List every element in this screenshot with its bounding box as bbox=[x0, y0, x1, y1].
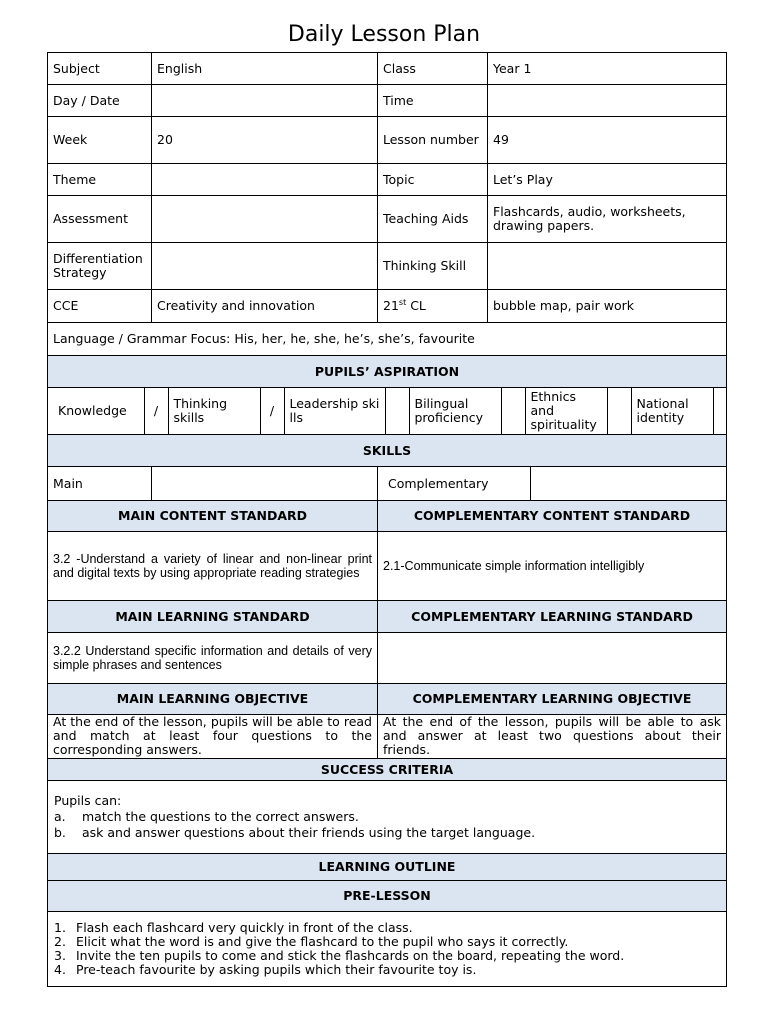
row-aspiration bbox=[48, 388, 727, 435]
success-text: ask and answer questions about their friends using the target language. bbox=[82, 825, 536, 840]
pre-lesson-steps[interactable] bbox=[48, 912, 727, 987]
cl-label-sup: st bbox=[398, 297, 407, 307]
aspiration-national-mark[interactable] bbox=[713, 388, 727, 434]
row-content-standard-header bbox=[48, 501, 727, 532]
aspiration-table bbox=[53, 388, 727, 434]
skills-main-label: Main bbox=[48, 467, 152, 501]
row-learning-objective bbox=[48, 715, 727, 759]
main-learning-objective-header: MAIN LEARNING OBJECTIVE bbox=[48, 684, 378, 715]
grammar-focus[interactable]: Language / Grammar Focus: His, her, he, she, he’s, she’s, favourite bbox=[48, 323, 727, 356]
list-text: Invite the ten pupils to come and stick the flashcards on the board, repeating the word. bbox=[76, 948, 625, 963]
cl-label-rest: CL bbox=[406, 298, 426, 313]
row-pre-lesson-header bbox=[48, 881, 727, 912]
list-item bbox=[54, 963, 721, 977]
cl-value[interactable]: bubble map, pair work bbox=[488, 290, 727, 323]
row-skills-header bbox=[48, 435, 727, 467]
time-value[interactable] bbox=[488, 85, 727, 117]
pre-lesson-header: PRE-LESSON bbox=[48, 881, 727, 912]
cce-label: CCE bbox=[48, 290, 152, 323]
aspiration-cell bbox=[48, 388, 727, 435]
assessment-value[interactable] bbox=[152, 196, 378, 243]
row-success bbox=[48, 781, 727, 854]
row-grammar bbox=[48, 323, 727, 356]
skills-comp-label: Complementary bbox=[383, 467, 530, 500]
comp-learning-standard-header: COMPLEMENTARY LEARNING STANDARD bbox=[378, 601, 727, 633]
pre-lesson-list bbox=[54, 921, 721, 977]
success-intro: Pupils can: bbox=[54, 793, 122, 808]
subject-label: Subject bbox=[48, 53, 152, 85]
row-cce bbox=[48, 290, 727, 323]
list-marker: 1. bbox=[54, 920, 66, 935]
success-marker: b. bbox=[54, 825, 66, 840]
aspiration-bilingual-mark[interactable] bbox=[501, 388, 525, 434]
aids-label: Teaching Aids bbox=[378, 196, 488, 243]
row-day bbox=[48, 85, 727, 117]
aspiration-knowledge-mark[interactable]: / bbox=[144, 388, 168, 434]
row-learning-objective-header bbox=[48, 684, 727, 715]
success-item bbox=[54, 825, 721, 841]
row-differentiation bbox=[48, 243, 727, 290]
success-criteria-header: SUCCESS CRITERIA bbox=[48, 759, 727, 781]
aspiration-knowledge: Knowledge bbox=[53, 388, 144, 434]
main-learning-standard-header: MAIN LEARNING STANDARD bbox=[48, 601, 378, 633]
main-content-standard[interactable]: 3.2 -Understand a variety of linear and non-linear print and digital texts by using appropriate reading strategies bbox=[48, 532, 378, 601]
row-success-header bbox=[48, 759, 727, 781]
comp-content-standard[interactable]: 2.1-Communicate simple information intelligibly bbox=[378, 532, 727, 601]
list-item bbox=[54, 935, 721, 949]
learning-outline-header: LEARNING OUTLINE bbox=[48, 854, 727, 881]
list-item bbox=[54, 949, 721, 963]
subject-value[interactable]: English bbox=[152, 53, 378, 85]
topic-label: Topic bbox=[378, 164, 488, 196]
aspiration-header: PUPILS’ ASPIRATION bbox=[48, 356, 727, 388]
aspiration-leadership: Leadership skills bbox=[284, 388, 385, 434]
comp-learning-objective-header: COMPLEMENTARY LEARNING OBJECTIVE bbox=[378, 684, 727, 715]
row-outline-header bbox=[48, 854, 727, 881]
row-learning-standard-header bbox=[48, 601, 727, 633]
lesson-label: Lesson number bbox=[378, 117, 488, 164]
skills-comp-cell bbox=[378, 467, 727, 501]
list-marker: 4. bbox=[54, 962, 66, 977]
cce-value[interactable]: Creativity and innovation bbox=[152, 290, 378, 323]
list-text: Elicit what the word is and give the flashcard to the pupil who says it correctly. bbox=[76, 934, 569, 949]
cl-label-base: 21 bbox=[383, 298, 399, 313]
success-marker: a. bbox=[54, 809, 66, 824]
page-title: Daily Lesson Plan bbox=[287, 22, 481, 47]
success-item bbox=[54, 809, 721, 825]
main-learning-objective[interactable]: At the end of the lesson, pupils will be able to read and match at least four questions to the corresponding answers. bbox=[48, 715, 378, 759]
aids-value[interactable]: Flashcards, audio, worksheets, drawing papers. bbox=[488, 196, 727, 243]
skills-comp-value[interactable] bbox=[530, 467, 721, 500]
aspiration-thinking: Thinking skills bbox=[168, 388, 260, 434]
theme-label: Theme bbox=[48, 164, 152, 196]
skills-header: SKILLS bbox=[48, 435, 727, 467]
comp-learning-objective[interactable]: At the end of the lesson, pupils will be able to ask and answer at least two questions about their friends. bbox=[378, 715, 727, 759]
row-pre-lesson bbox=[48, 912, 727, 987]
aspiration-thinking-mark[interactable]: / bbox=[260, 388, 284, 434]
skills-main-value[interactable] bbox=[152, 467, 378, 501]
cl-label bbox=[378, 290, 488, 323]
row-theme bbox=[48, 164, 727, 196]
success-text: match the questions to the correct answers. bbox=[82, 809, 359, 824]
differentiation-label: Differentiation Strategy bbox=[48, 243, 152, 290]
day-label: Day / Date bbox=[48, 85, 152, 117]
success-criteria[interactable] bbox=[48, 781, 727, 854]
thinking-skill-value[interactable] bbox=[488, 243, 727, 290]
class-value[interactable]: Year 1 bbox=[488, 53, 727, 85]
aspiration-ethnics: Ethnics and spirituality bbox=[525, 388, 607, 434]
comp-content-standard-header: COMPLEMENTARY CONTENT STANDARD bbox=[378, 501, 727, 532]
list-text: Pre-teach favourite by asking pupils which their favourite toy is. bbox=[76, 962, 477, 977]
time-label: Time bbox=[378, 85, 488, 117]
row-subject bbox=[48, 53, 727, 85]
differentiation-value[interactable] bbox=[152, 243, 378, 290]
lesson-plan-table bbox=[47, 52, 727, 987]
row-week bbox=[48, 117, 727, 164]
assessment-label: Assessment bbox=[48, 196, 152, 243]
day-value[interactable] bbox=[152, 85, 378, 117]
list-marker: 2. bbox=[54, 934, 66, 949]
theme-value[interactable] bbox=[152, 164, 378, 196]
class-label: Class bbox=[378, 53, 488, 85]
list-item bbox=[54, 921, 721, 935]
aspiration-bilingual: Bilingual proficiency bbox=[409, 388, 501, 434]
thinking-skill-label: Thinking Skill bbox=[378, 243, 488, 290]
main-content-standard-header: MAIN CONTENT STANDARD bbox=[48, 501, 378, 532]
aspiration-ethnics-mark[interactable] bbox=[607, 388, 631, 434]
week-value[interactable]: 20 bbox=[152, 117, 378, 164]
row-skills bbox=[48, 467, 727, 501]
list-text: Flash each flashcard very quickly in front of the class. bbox=[76, 920, 413, 935]
week-label: Week bbox=[48, 117, 152, 164]
main-learning-standard[interactable]: 3.2.2 Understand specific information and details of very simple phrases and sentences bbox=[48, 633, 378, 684]
row-aspiration-header bbox=[48, 356, 727, 388]
row-assessment bbox=[48, 196, 727, 243]
aspiration-national: National identity bbox=[631, 388, 713, 434]
row-learning-standard bbox=[48, 633, 727, 684]
lesson-value[interactable]: 49 bbox=[488, 117, 727, 164]
comp-learning-standard[interactable] bbox=[378, 633, 727, 684]
skills-comp-table bbox=[383, 467, 721, 500]
topic-value[interactable]: Let’s Play bbox=[488, 164, 727, 196]
row-content-standard bbox=[48, 532, 727, 601]
aspiration-leadership-mark[interactable] bbox=[385, 388, 409, 434]
list-marker: 3. bbox=[54, 948, 66, 963]
